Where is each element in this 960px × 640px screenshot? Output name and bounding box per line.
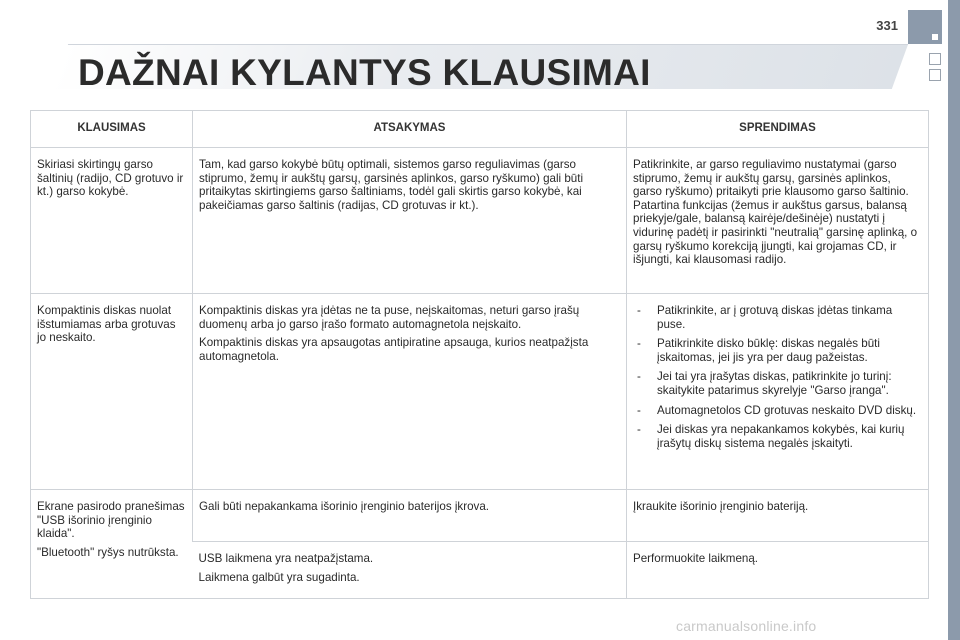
list-item: - Patikrinkite disko būklę: diskas negalės būti įskaitomas, jei jis yra per daug pažeistas.: [633, 337, 922, 364]
solution-text: Įkraukite išorinio įrenginio bateriją.: [633, 500, 809, 513]
tab-marker: [932, 34, 938, 40]
question-cell: [31, 294, 193, 490]
watermark: carmanualsonline.info: [676, 618, 817, 634]
solution-list: [633, 304, 922, 450]
column-header-answer: ATSAKYMAS: [193, 111, 627, 148]
page-number: 331: [876, 18, 898, 33]
chapter-tab: [908, 10, 942, 44]
question-text: Ekrane pasirodo pranešimas "USB išorinio įrenginio klaida".: [37, 500, 185, 541]
answer-text: Kompaktinis diskas yra įdėtas ne ta puse, neįskaitomas, neturi garso įrašų duomenų arba jo garso įrašo formato automagnetola neįskaito.: [199, 304, 580, 331]
answer-cell: [193, 294, 627, 490]
table-row: [31, 294, 929, 490]
side-bar: [948, 0, 960, 640]
column-header-solution: SPRENDIMAS: [627, 111, 929, 148]
answer-text: USB laikmena yra neatpažįstama.: [198, 552, 374, 565]
answer-text: Laikmena galbūt yra sugadinta.: [198, 570, 360, 584]
side-marker-1: [929, 53, 941, 65]
question-cell: [31, 490, 193, 599]
answer-cell: [193, 542, 627, 599]
side-marker-2: [929, 69, 941, 81]
list-item: - Patikrinkite, ar į grotuvą diskas įdėtas tinkama puse.: [633, 304, 922, 331]
answer-text: Tam, kad garso kokybė būtų optimali, sistemos garso reguliavimas (garso stiprumo, žemų ir aukštų garsų, garsinės aplinkos, garso ryškumo) gali būti pritaikytas skirtingiems garso šaltiniams, todėl gali skirtis garso kokybė, kai pakeičiamas garso šaltinis (radijas, CD grotuvas ir kt.).: [199, 158, 584, 212]
answer-cell: [193, 148, 627, 294]
faq-table: [30, 110, 929, 599]
column-header-question: KLAUSIMAS: [31, 111, 193, 148]
question-cell: [31, 148, 193, 294]
answer-cell: [193, 490, 627, 542]
question-text: Skiriasi skirtingų garso šaltinių (radijo, CD grotuvo ir kt.) garso kokybė.: [37, 158, 184, 199]
solution-cell: [627, 490, 929, 542]
question-text: "Bluetooth" ryšys nutrūksta.: [37, 545, 179, 559]
page-title: DAŽNAI KYLANTYS KLAUSIMAI: [78, 52, 651, 93]
solution-cell: [627, 294, 929, 490]
list-item: - Jei tai yra įrašytas diskas, patikrinkite jo turinį: skaitykite patarimus skyrelyje "Garso įranga".: [633, 370, 922, 397]
answer-text: Kompaktinis diskas yra apsaugotas antipiratine apsauga, kurios neatpažįsta automagnetola.: [199, 336, 589, 363]
solution-text: Patikrinkite, ar garso reguliavimo nustatymai (garso stiprumo, žemų ir aukštų garsų, garsinės aplinkos, garso ryškumo) pritaikyti prie klausomo garso šaltinio. Patartina funkcijas (žemus ir aukštus garsus, balansą priekyje/gale, balansą kairėje/dešinėje) nustatyti į vidurinę padėtį ir pasirinkti "neutralią" garsinę aplinką, o garsų ryškumo korekciją įjungti, kai grojamas CD, ir išjungti, kai klausomasi radijo.: [633, 158, 918, 267]
list-item: - Jei diskas yra nepakankamos kokybės, kai kurių įrašytų diskų sistema negalės įskaityti.: [633, 423, 922, 450]
question-text: Kompaktinis diskas nuolat išstumiamas arba grotuvas jo neskaito.: [37, 304, 176, 345]
table-row: [31, 490, 929, 542]
table-row: [31, 148, 929, 294]
solution-cell: [627, 542, 929, 599]
solution-text: Performuokite laikmeną.: [633, 552, 759, 565]
answer-text: Gali būti nepakankama išorinio įrenginio baterijos įkrova.: [199, 500, 489, 513]
list-item: - Automagnetolos CD grotuvas neskaito DVD diskų.: [633, 404, 922, 418]
solution-cell: [627, 148, 929, 294]
table-header-row: [31, 111, 929, 148]
